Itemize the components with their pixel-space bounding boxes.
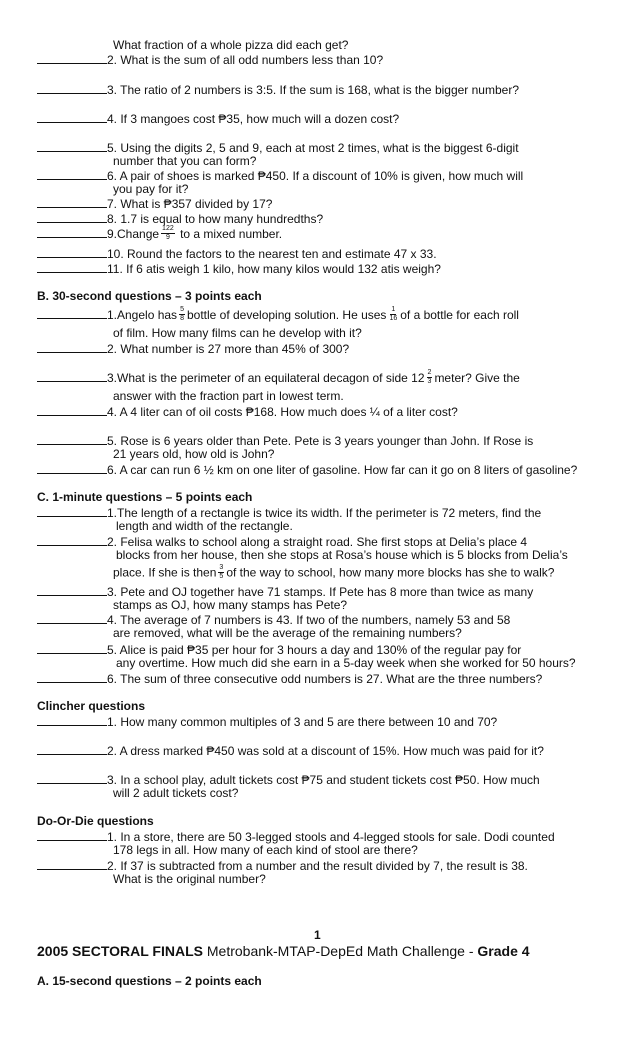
question-continuation: [113, 565, 554, 582]
question-text: 3.What is the perimeter of an equilateral decagon of side 12: [107, 371, 425, 385]
question-line: [37, 404, 458, 419]
fraction-denominator: 3: [427, 378, 432, 386]
section-c-header: C. 1-minute questions – 5 points each: [37, 490, 253, 504]
question-line: [37, 858, 528, 873]
question-line: [37, 743, 544, 758]
answer-blank[interactable]: [37, 111, 107, 123]
question-line: [37, 246, 437, 261]
question-continuation: length and width of the rectangle.: [116, 519, 293, 533]
answer-blank[interactable]: [37, 370, 107, 382]
answer-blank[interactable]: [37, 261, 107, 273]
fraction-numerator: 3: [219, 564, 224, 571]
question-continuation: answer with the fraction part in lowest term.: [113, 389, 344, 403]
question-continuation: are removed, what will be the average of the remaining numbers?: [113, 626, 462, 640]
question-text: 5. Using the digits 2, 5 and 9, each at most 2 times, what is the biggest 6-digit: [107, 141, 519, 155]
question-text: 2. If 37 is subtracted from a number and the result divided by 7, the result is 38.: [107, 859, 528, 873]
question-line: [37, 714, 497, 729]
question-line: [37, 671, 542, 686]
fraction-denominator: 16: [389, 315, 398, 323]
page-number: 1: [314, 928, 321, 942]
question-continuation: number that you can form?: [113, 154, 257, 168]
section-b-header: B. 30-second questions – 3 points each: [37, 289, 262, 303]
question-text: 5. Rose is 6 years older than Pete. Pete is 3 years younger than John. If Rose is: [107, 434, 534, 448]
question-text: 8. 1.7 is equal to how many hundredths?: [107, 212, 324, 226]
question-text: 4. A 4 liter can of oil costs ₱168. How much does ¼ of a liter cost?: [107, 405, 458, 419]
question-line: [37, 462, 577, 477]
question-line: [37, 307, 519, 324]
fraction-denominator: 8: [180, 315, 184, 323]
question-continuation: 178 legs in all. How many of each kind of stool are there?: [113, 843, 418, 857]
question-line: [37, 612, 510, 627]
answer-blank[interactable]: [37, 584, 107, 596]
question-continuation: stamps as OJ, how many stamps has Pete?: [113, 598, 348, 612]
question-text: of a bottle for each roll: [400, 308, 519, 322]
question-text: 6. A pair of shoes is marked ₱450. If a discount of 10% is given, how much will: [107, 169, 524, 183]
question-text: 2. What is the sum of all odd numbers less than 10?: [107, 53, 384, 67]
question-line: [37, 140, 519, 155]
answer-blank[interactable]: [37, 211, 107, 223]
answer-blank[interactable]: [37, 829, 107, 841]
question-text: 2. A dress marked ₱450 was sold at a discount of 15%. How much was paid for it?: [107, 744, 544, 758]
question-text: bottle of developing solution. He uses: [186, 308, 387, 322]
fraction: [218, 564, 224, 581]
clincher-header: Clincher questions: [37, 699, 146, 713]
section-a-header: A. 15-second questions – 2 points each: [37, 974, 262, 988]
question-line: [37, 829, 555, 844]
title-grade: Grade 4: [477, 943, 530, 959]
answer-blank[interactable]: [37, 226, 107, 238]
question-text: 7. What is ₱357 divided by 17?: [107, 197, 273, 211]
question-line: [37, 168, 523, 183]
question-continuation: What fraction of a whole pizza did each get?: [113, 38, 349, 52]
question-continuation: 21 years old, how old is John?: [113, 447, 275, 461]
question-continuation: you pay for it?: [113, 182, 189, 196]
fraction-numerator: 1: [391, 306, 396, 314]
question-line: [37, 642, 521, 657]
question-line: [37, 505, 541, 520]
question-line: [37, 196, 272, 211]
question-text: 3. The ratio of 2 numbers is 3:5. If the sum is 168, what is the bigger number?: [107, 83, 519, 97]
question-text: 11. If 6 atis weigh 1 kilo, how many kilos would 132 atis weigh?: [107, 262, 441, 276]
question-text: 1.Angelo has: [107, 308, 178, 322]
title-text: Metrobank-MTAP-DepEd Math Challenge -: [202, 943, 478, 959]
question-text: 3. Pete and OJ together have 71 stamps. If Pete has 8 more than twice as many: [107, 585, 534, 599]
question-continuation: will 2 adult tickets cost?: [113, 786, 239, 800]
question-text: to a mixed number.: [180, 227, 283, 241]
answer-blank[interactable]: [37, 534, 107, 546]
answer-blank[interactable]: [37, 671, 107, 683]
question-line: [37, 341, 349, 356]
question-text: meter? Give the: [434, 371, 520, 385]
answer-blank[interactable]: [37, 714, 107, 726]
answer-blank[interactable]: [37, 858, 107, 870]
question-text: 1. How many common multiples of 3 and 5 are there between 10 and 70?: [107, 715, 498, 729]
fraction: [161, 225, 175, 242]
question-text: of the way to school, how many more blocks has she to walk?: [226, 565, 555, 580]
question-continuation: blocks from her house, then she stops at Rosa’s house which is 5 blocks from Delia’s: [116, 548, 568, 562]
answer-blank[interactable]: [37, 642, 107, 654]
question-text: place. If she is then: [113, 565, 217, 580]
question-line: [37, 82, 519, 97]
question-text: 4. If 3 mangoes cost ₱35, how much will a dozen cost?: [107, 112, 400, 126]
question-continuation: of film. How many films can he develop with it?: [113, 326, 362, 340]
answer-blank[interactable]: [37, 433, 107, 445]
contest-title: [37, 943, 530, 959]
answer-blank[interactable]: [37, 52, 107, 64]
question-text: 2. Felisa walks to school along a straight road. She first stops at Delia’s place 4: [107, 535, 527, 549]
answer-blank[interactable]: [37, 505, 107, 517]
answer-blank[interactable]: [37, 196, 107, 208]
question-text: 1.The length of a rectangle is twice its width. If the perimeter is 72 meters, find the: [107, 506, 542, 520]
question-line: [37, 52, 383, 67]
question-text: 3. In a school play, adult tickets cost ₱75 and student tickets cost ₱50. How much: [107, 773, 540, 787]
question-line: [37, 111, 399, 126]
question-line: [37, 772, 540, 787]
question-line: [37, 584, 533, 599]
answer-blank[interactable]: [37, 743, 107, 755]
question-text: 6. A car can run 6 ½ km on one liter of gasoline. How far can it go on 8 liters of gasoline?: [107, 463, 578, 477]
question-line: [37, 211, 323, 226]
title-bold: 2005 SECTORAL FINALS: [37, 943, 203, 959]
question-text: 5. Alice is paid ₱35 per hour for 3 hours a day and 130% of the regular pay for: [107, 643, 522, 657]
answer-blank[interactable]: [37, 307, 107, 319]
answer-blank[interactable]: [37, 168, 107, 180]
question-text: 9.Change: [107, 227, 160, 241]
question-line: [37, 261, 441, 276]
answer-blank[interactable]: [37, 404, 107, 416]
answer-blank[interactable]: [37, 140, 107, 152]
fraction: [427, 369, 433, 386]
answer-blank[interactable]: [37, 82, 107, 94]
answer-blank[interactable]: [37, 612, 107, 624]
answer-blank[interactable]: [37, 341, 107, 353]
fraction-numerator: 2: [427, 369, 432, 377]
answer-blank[interactable]: [37, 246, 107, 258]
question-text: 4. The average of 7 numbers is 43. If two of the numbers, namely 53 and 58: [107, 613, 511, 627]
fraction: [388, 306, 398, 323]
question-text: 6. The sum of three consecutive odd numbers is 27. What are the three numbers?: [107, 672, 543, 686]
question-text: 2. What number is 27 more than 45% of 300?: [107, 342, 350, 356]
fraction-denominator: 5: [219, 573, 224, 580]
question-line: [37, 226, 282, 243]
do-or-die-header: Do-Or-Die questions: [37, 814, 154, 828]
answer-blank[interactable]: [37, 772, 107, 784]
fraction: [179, 306, 185, 323]
answer-blank[interactable]: [37, 462, 107, 474]
fraction-numerator: 122: [162, 225, 174, 233]
question-continuation: What is the original number?: [113, 872, 266, 886]
question-line: [37, 370, 520, 387]
question-text: 1. In a store, there are 50 3-legged stools and 4-legged stools for sale. Dodi counted: [107, 830, 555, 844]
question-text: 10. Round the factors to the nearest ten and estimate 47 x 33.: [107, 247, 437, 261]
question-continuation: any overtime. How much did she earn in a 5-day week when she worked for 50 hours?: [116, 656, 576, 670]
question-line: [37, 534, 527, 549]
fraction-denominator: 9: [165, 234, 170, 242]
question-line: [37, 433, 533, 448]
fraction-numerator: 5: [180, 306, 184, 314]
